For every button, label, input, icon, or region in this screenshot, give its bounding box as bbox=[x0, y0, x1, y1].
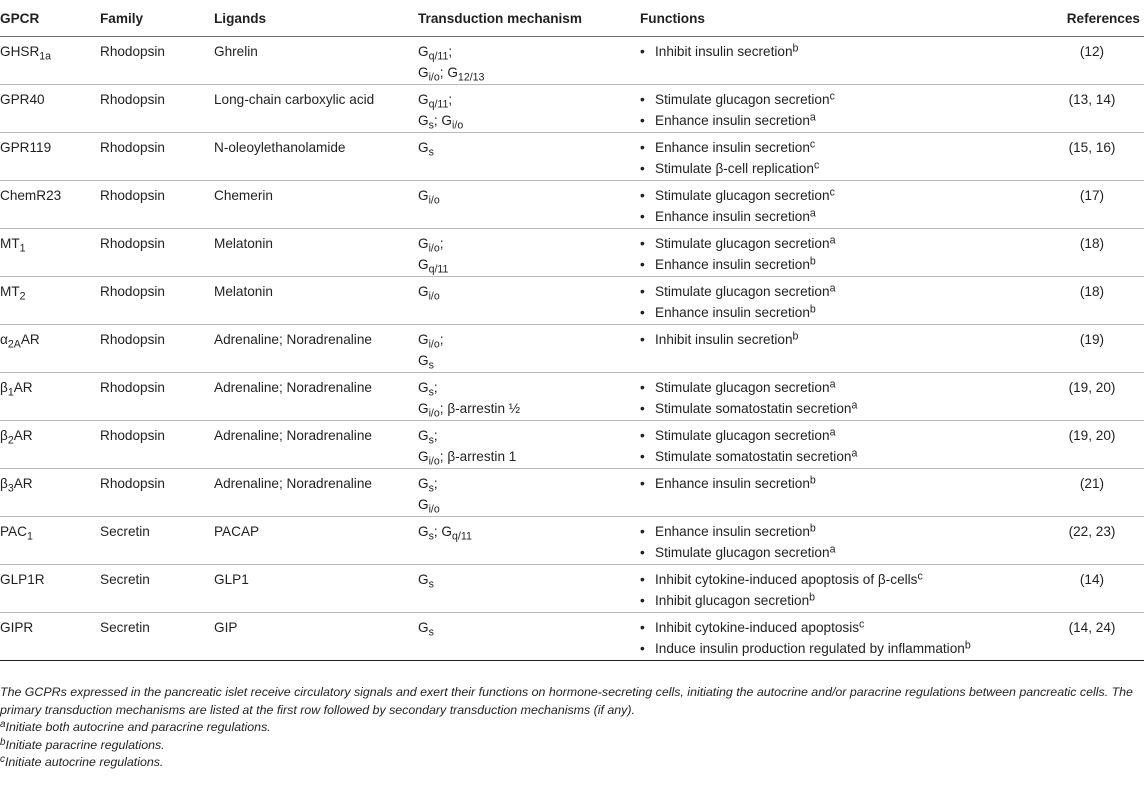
function-item: • Inhibit cytokine-induced apoptosis of β-cells$^c$ bbox=[640, 569, 1044, 590]
cell-references: (13, 14) bbox=[1044, 84, 1144, 132]
transduction-line: $G_s$; $G_{i/o}$ bbox=[418, 112, 464, 131]
header-ligands: Ligands bbox=[214, 0, 418, 36]
function-item: • Stimulate glucagon secretion$^a$ bbox=[640, 542, 1044, 563]
subscript: s bbox=[428, 481, 434, 494]
function-item: • Stimulate glucagon secretion$^a$ bbox=[640, 281, 1044, 302]
function-item: • Stimulate glucagon secretion$^a$ bbox=[640, 377, 1044, 398]
footnote-mark: a bbox=[829, 543, 836, 556]
table-row bbox=[0, 372, 1144, 420]
function-item: • Stimulate glucagon secretion$^a$ bbox=[640, 425, 1044, 446]
transduction-line: $G_{i/o}$; bbox=[418, 331, 444, 350]
footnote-mark: c bbox=[0, 754, 5, 766]
header-transduction-mechanism: Transduction mechanism bbox=[418, 0, 640, 36]
cell-gpcr: $\alpha_{2A}AR$ bbox=[0, 324, 100, 372]
footnote-mark: a bbox=[829, 426, 836, 439]
cell-references: (19, 20) bbox=[1044, 372, 1144, 420]
subscript: 1 bbox=[26, 529, 33, 542]
table-row bbox=[0, 36, 1144, 84]
function-item: • Inhibit glucagon secretion$^b$ bbox=[640, 590, 1044, 611]
cell-ligands: GLP1 bbox=[214, 564, 418, 612]
header-gpcr: GPCR bbox=[0, 0, 100, 36]
cell-family: Rhodopsin bbox=[100, 228, 214, 276]
cell-references: (21) bbox=[1044, 468, 1144, 516]
cell-family: Secretin bbox=[100, 564, 214, 612]
subscript: s bbox=[428, 385, 434, 398]
footnote: $^a$Initiate both autocrine and paracrine regulations. bbox=[0, 719, 271, 735]
footnote-mark: b bbox=[792, 330, 799, 343]
footnote-list bbox=[0, 719, 1144, 772]
transduction-line: $G_{i/o}$ bbox=[418, 283, 440, 302]
cell-family: Rhodopsin bbox=[100, 36, 214, 84]
subscript: 1 bbox=[19, 241, 26, 254]
subscript: i/o bbox=[428, 502, 440, 515]
cell-functions bbox=[640, 468, 1044, 516]
subscript: s bbox=[428, 529, 434, 542]
cell-references: (15, 16) bbox=[1044, 132, 1144, 180]
subscript: i/o bbox=[428, 289, 440, 302]
cell-ligands: GIP bbox=[214, 612, 418, 660]
transduction-line: $G_{i/o}$; β-arrestin 1 bbox=[418, 448, 517, 467]
cell-functions bbox=[640, 276, 1044, 324]
table-body bbox=[0, 36, 1144, 660]
cell-family: Rhodopsin bbox=[100, 420, 214, 468]
subscript: i/o bbox=[428, 193, 440, 206]
cell-transduction bbox=[418, 132, 640, 180]
cell-transduction bbox=[418, 324, 640, 372]
cell-transduction bbox=[418, 516, 640, 564]
cell-references: (19) bbox=[1044, 324, 1144, 372]
cell-functions bbox=[640, 228, 1044, 276]
function-item: • Inhibit cytokine-induced apoptosis$^c$ bbox=[640, 617, 1044, 638]
footnote-mark: c bbox=[813, 159, 820, 172]
footnote-mark: c bbox=[859, 618, 865, 631]
cell-transduction bbox=[418, 228, 640, 276]
cell-ligands: Melatonin bbox=[214, 228, 418, 276]
cell-family: Secretin bbox=[100, 516, 214, 564]
footnote-mark: b bbox=[0, 736, 6, 748]
table-row bbox=[0, 132, 1144, 180]
cell-family: Rhodopsin bbox=[100, 84, 214, 132]
footnote-mark: a bbox=[809, 111, 816, 124]
cell-references: (19, 20) bbox=[1044, 420, 1144, 468]
footnote-mark: c bbox=[809, 138, 816, 151]
subscript: 1a bbox=[39, 49, 52, 62]
cell-ligands: Adrenaline; Noradrenaline bbox=[214, 372, 418, 420]
transduction-line: $G_s$; $G_{q/11}$ bbox=[418, 523, 472, 542]
footnote-mark: a bbox=[851, 399, 858, 412]
transduction-line: $G_s$ bbox=[418, 619, 434, 638]
table-row bbox=[0, 420, 1144, 468]
cell-ligands: Melatonin bbox=[214, 276, 418, 324]
table-row bbox=[0, 180, 1144, 228]
cell-family: Rhodopsin bbox=[100, 324, 214, 372]
cell-functions bbox=[640, 420, 1044, 468]
cell-transduction bbox=[418, 420, 640, 468]
cell-ligands: Ghrelin bbox=[214, 36, 418, 84]
table-caption: The GCPRs expressed in the pancreatic islet receive circulatory signals and exert their functions on hormone-secreting cells, initiating the autocrine and/or paracrine regulations between pancreatic cells. The primary transduction mechanisms are listed at the first row followed by secondary transduction mechanisms (if any). bbox=[0, 685, 1133, 717]
transduction-line: $G_s$ bbox=[418, 352, 434, 371]
cell-references: (22, 23) bbox=[1044, 516, 1144, 564]
function-item: • Stimulate glucagon secretion$^c$ bbox=[640, 89, 1044, 110]
function-item: • Stimulate glucagon secretion$^c$ bbox=[640, 185, 1044, 206]
table-row bbox=[0, 516, 1144, 564]
footnote-mark: b bbox=[809, 303, 816, 316]
subscript: i/o bbox=[428, 337, 440, 350]
table-row bbox=[0, 564, 1144, 612]
function-item: • Enhance insulin secretion$^c$ bbox=[640, 137, 1044, 158]
cell-functions bbox=[640, 564, 1044, 612]
cell-gpcr: $GHSR_{1a}$ bbox=[0, 36, 100, 84]
cell-family: Rhodopsin bbox=[100, 276, 214, 324]
footnote-mark: a bbox=[829, 378, 836, 391]
transduction-line: $G_s$; bbox=[418, 427, 438, 446]
cell-transduction bbox=[418, 372, 640, 420]
cell-gpcr: $MT_2$ bbox=[0, 276, 100, 324]
function-item: • Enhance insulin secretion$^b$ bbox=[640, 302, 1044, 323]
transduction-line: $G_s$; bbox=[418, 379, 438, 398]
footnote-mark: c bbox=[917, 570, 923, 583]
footnote: $^c$Initiate autocrine regulations. bbox=[0, 754, 164, 770]
footnote-mark: c bbox=[829, 186, 835, 199]
cell-family: Secretin bbox=[100, 612, 214, 660]
subscript: 12/13 bbox=[457, 70, 485, 83]
function-item: • Enhance insulin secretion$^b$ bbox=[640, 473, 1044, 494]
table-row bbox=[0, 84, 1144, 132]
transduction-line: $G_s$ bbox=[418, 139, 434, 158]
subscript: q/11 bbox=[428, 49, 449, 62]
footnote-mark: b bbox=[792, 42, 799, 55]
cell-family: Rhodopsin bbox=[100, 132, 214, 180]
function-item: • Stimulate somatostatin secretion$^a$ bbox=[640, 398, 1044, 419]
transduction-line: $G_{i/o}$ bbox=[418, 496, 440, 515]
subscript: s bbox=[428, 625, 434, 638]
cell-functions bbox=[640, 324, 1044, 372]
cell-family: Rhodopsin bbox=[100, 180, 214, 228]
header-family: Family bbox=[100, 0, 214, 36]
subscript: i/o bbox=[428, 70, 440, 83]
subscript: q/11 bbox=[452, 529, 472, 542]
function-item: • Enhance insulin secretion$^a$ bbox=[640, 206, 1044, 227]
cell-references: (12) bbox=[1044, 36, 1144, 84]
table-header-row bbox=[0, 0, 1144, 36]
cell-gpcr: ChemR23 bbox=[0, 180, 100, 228]
table-row bbox=[0, 324, 1144, 372]
cell-gpcr: GLP1R bbox=[0, 564, 100, 612]
cell-transduction bbox=[418, 564, 640, 612]
transduction-line: $G_{q/11}$; bbox=[418, 43, 453, 62]
cell-gpcr: $\beta_2AR$ bbox=[0, 420, 100, 468]
cell-family: Rhodopsin bbox=[100, 468, 214, 516]
footnote-mark: b bbox=[809, 522, 816, 535]
table-row bbox=[0, 612, 1144, 660]
cell-ligands: PACAP bbox=[214, 516, 418, 564]
cell-functions bbox=[640, 132, 1044, 180]
cell-gpcr: $MT_1$ bbox=[0, 228, 100, 276]
footnote-mark: a bbox=[0, 719, 6, 731]
table-row bbox=[0, 468, 1144, 516]
subscript: i/o bbox=[452, 118, 464, 131]
function-item: • Stimulate somatostatin secretion$^a$ bbox=[640, 446, 1044, 467]
cell-gpcr: $\beta_3AR$ bbox=[0, 468, 100, 516]
subscript: 3 bbox=[7, 481, 14, 494]
cell-gpcr: $\beta_1AR$ bbox=[0, 372, 100, 420]
footnote: $^b$Initiate paracrine regulations. bbox=[0, 736, 165, 752]
cell-functions bbox=[640, 612, 1044, 660]
footnote-mark: b bbox=[809, 255, 816, 268]
cell-functions bbox=[640, 84, 1044, 132]
cell-ligands: N-oleoylethanolamide bbox=[214, 132, 418, 180]
cell-references: (18) bbox=[1044, 228, 1144, 276]
function-item: • Induce insulin production regulated by inflammation$^b$ bbox=[640, 638, 1044, 659]
cell-references: (14, 24) bbox=[1044, 612, 1144, 660]
cell-transduction bbox=[418, 84, 640, 132]
cell-ligands: Adrenaline; Noradrenaline bbox=[214, 420, 418, 468]
cell-transduction bbox=[418, 180, 640, 228]
subscript: q/11 bbox=[428, 97, 449, 110]
table-notes bbox=[0, 684, 1144, 772]
subscript: i/o bbox=[428, 454, 440, 467]
subscript: s bbox=[428, 118, 434, 131]
function-item: • Stimulate β-cell replication$^c$ bbox=[640, 158, 1044, 179]
footnote-mark: b bbox=[809, 474, 816, 487]
subscript: 2 bbox=[19, 289, 26, 302]
transduction-line: $G_s$; bbox=[418, 475, 438, 494]
cell-references: (17) bbox=[1044, 180, 1144, 228]
cell-gpcr: GPR119 bbox=[0, 132, 100, 180]
cell-ligands: Adrenaline; Noradrenaline bbox=[214, 468, 418, 516]
function-item: • Enhance insulin secretion$^a$ bbox=[640, 110, 1044, 131]
footnote-mark: a bbox=[809, 207, 816, 220]
function-item: • Inhibit insulin secretion$^b$ bbox=[640, 41, 1044, 62]
cell-functions bbox=[640, 372, 1044, 420]
cell-gpcr: GIPR bbox=[0, 612, 100, 660]
transduction-line: $G_s$ bbox=[418, 571, 434, 590]
cell-functions bbox=[640, 516, 1044, 564]
transduction-line: $G_{i/o}$; bbox=[418, 235, 444, 254]
cell-functions bbox=[640, 36, 1044, 84]
subscript: s bbox=[428, 433, 434, 446]
footnote-mark: c bbox=[829, 90, 835, 103]
cell-gpcr: GPR40 bbox=[0, 84, 100, 132]
table-row bbox=[0, 276, 1144, 324]
cell-ligands: Long-chain carboxylic acid bbox=[214, 84, 418, 132]
cell-family: Rhodopsin bbox=[100, 372, 214, 420]
subscript: 1 bbox=[7, 385, 14, 398]
function-item: • Enhance insulin secretion$^b$ bbox=[640, 521, 1044, 542]
footnote-mark: a bbox=[829, 234, 836, 247]
subscript: s bbox=[428, 358, 434, 371]
function-item: • Inhibit insulin secretion$^b$ bbox=[640, 329, 1044, 350]
cell-functions bbox=[640, 180, 1044, 228]
subscript: i/o bbox=[428, 406, 440, 419]
footnote-mark: a bbox=[829, 282, 836, 295]
cell-transduction bbox=[418, 612, 640, 660]
footnote-mark: b bbox=[964, 639, 971, 652]
footnote-mark: b bbox=[809, 591, 816, 604]
subscript: 2A bbox=[7, 337, 21, 350]
transduction-line: $G_{i/o}$; β-arrestin ½ bbox=[418, 400, 521, 419]
cell-ligands: Adrenaline; Noradrenaline bbox=[214, 324, 418, 372]
subscript: 2 bbox=[7, 433, 14, 446]
cell-ligands: Chemerin bbox=[214, 180, 418, 228]
cell-transduction bbox=[418, 468, 640, 516]
cell-transduction bbox=[418, 276, 640, 324]
transduction-line: $G_{q/11}$ bbox=[418, 256, 449, 275]
footnote-mark: a bbox=[851, 447, 858, 460]
subscript: s bbox=[428, 577, 434, 590]
cell-transduction bbox=[418, 36, 640, 84]
subscript: i/o bbox=[428, 241, 440, 254]
table-row bbox=[0, 228, 1144, 276]
header-functions: Functions bbox=[640, 0, 1044, 36]
function-item: • Stimulate glucagon secretion$^a$ bbox=[640, 233, 1044, 254]
subscript: s bbox=[428, 145, 434, 158]
cell-references: (14) bbox=[1044, 564, 1144, 612]
subscript: q/11 bbox=[428, 262, 449, 275]
cell-gpcr: $PAC_1$ bbox=[0, 516, 100, 564]
transduction-line: $G_{i/o}$ bbox=[418, 187, 440, 206]
header-references: References bbox=[1044, 0, 1144, 36]
cell-references: (18) bbox=[1044, 276, 1144, 324]
transduction-line: $G_{q/11}$; bbox=[418, 91, 453, 110]
transduction-line: $G_{i/o}$; $G_{12/13}$ bbox=[418, 64, 485, 83]
function-item: • Enhance insulin secretion$^b$ bbox=[640, 254, 1044, 275]
